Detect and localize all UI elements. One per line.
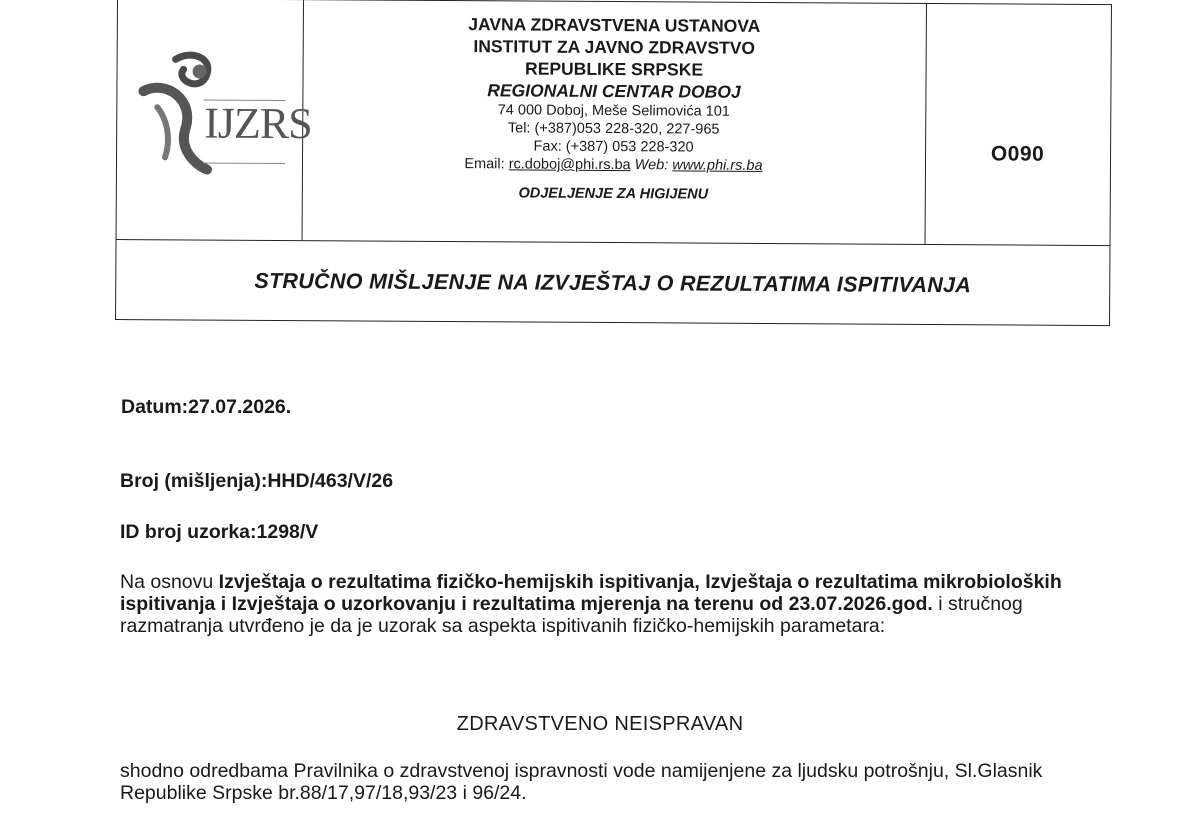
sample-id: ID broj uzorka:1298/V xyxy=(120,521,319,543)
telephone: Tel: (+387)053 228-320, 227-965 xyxy=(507,120,720,138)
org-line-3: REPUBLIKE SRPSKE xyxy=(525,58,704,80)
form-code: O090 xyxy=(990,142,1045,166)
regulation-paragraph: shodno odredbama Pravilnika o zdravstvenoj ispravnosti vode namijenjene za ljudsku potrošnju, Sl.Glasnik Republike Srpske br.88/17,97/18,93/23 i 96/24. xyxy=(120,760,1043,804)
basis-reports: Izvještaja o rezultatima fizičko-hemijskih ispitivanja, Izvještaja o rezultatima mikrobioloških ispitivanja i Izvještaja o uzorkovanju i rezultatima mjerenja na terenu od 23.07.2026.god. xyxy=(120,571,1062,615)
department: ODJELJENJE ZA HIGIJENU xyxy=(518,185,709,203)
regional-center: REGIONALNI CENTAR DOBOJ xyxy=(487,80,741,102)
form-code-cell xyxy=(925,4,1111,245)
basis-prefix: Na osnovu xyxy=(120,571,219,593)
email-link[interactable]: rc.doboj@phi.rs.ba xyxy=(508,156,631,174)
logo-cell xyxy=(117,0,312,240)
document-title: STRUČNO MIŠLJENJE NA IZVJEŠTAJ O REZULTATIMA ISPITIVANJA xyxy=(254,268,972,297)
org-line-2: INSTITUT ZA JAVNO ZDRAVSTVO xyxy=(473,36,756,58)
email-label: Email: xyxy=(464,156,505,173)
org-line-1: JAVNA ZDRAVSTVENA USTANOVA xyxy=(468,14,761,36)
basis-suffix: i stručnog razmatranja utvrđeno je da je uzorak sa aspekta ispitivanih fizičko-hemijskih parametara: xyxy=(120,593,1023,637)
header-table xyxy=(115,0,1112,326)
institution-cell xyxy=(302,0,927,244)
verdict: ZDRAVSTVENO NEISPRAVAN xyxy=(456,713,744,735)
contact-row xyxy=(302,154,925,176)
title-row xyxy=(116,239,1109,325)
header-top-row xyxy=(117,0,1111,246)
web-label: Web: xyxy=(634,157,669,174)
basis-paragraph xyxy=(120,571,1100,637)
date-line: Datum:27.07.2026. xyxy=(121,396,292,418)
opinion-number: Broj (mišljenja):HHD/463/V/26 xyxy=(120,470,394,492)
logo-text: IJZRS xyxy=(204,98,312,149)
fax: Fax: (+387) 053 228-320 xyxy=(533,138,694,156)
web-link[interactable]: www.phi.rs.ba xyxy=(672,157,763,174)
address: 74 000 Doboj, Meše Selimovića 101 xyxy=(497,102,730,120)
